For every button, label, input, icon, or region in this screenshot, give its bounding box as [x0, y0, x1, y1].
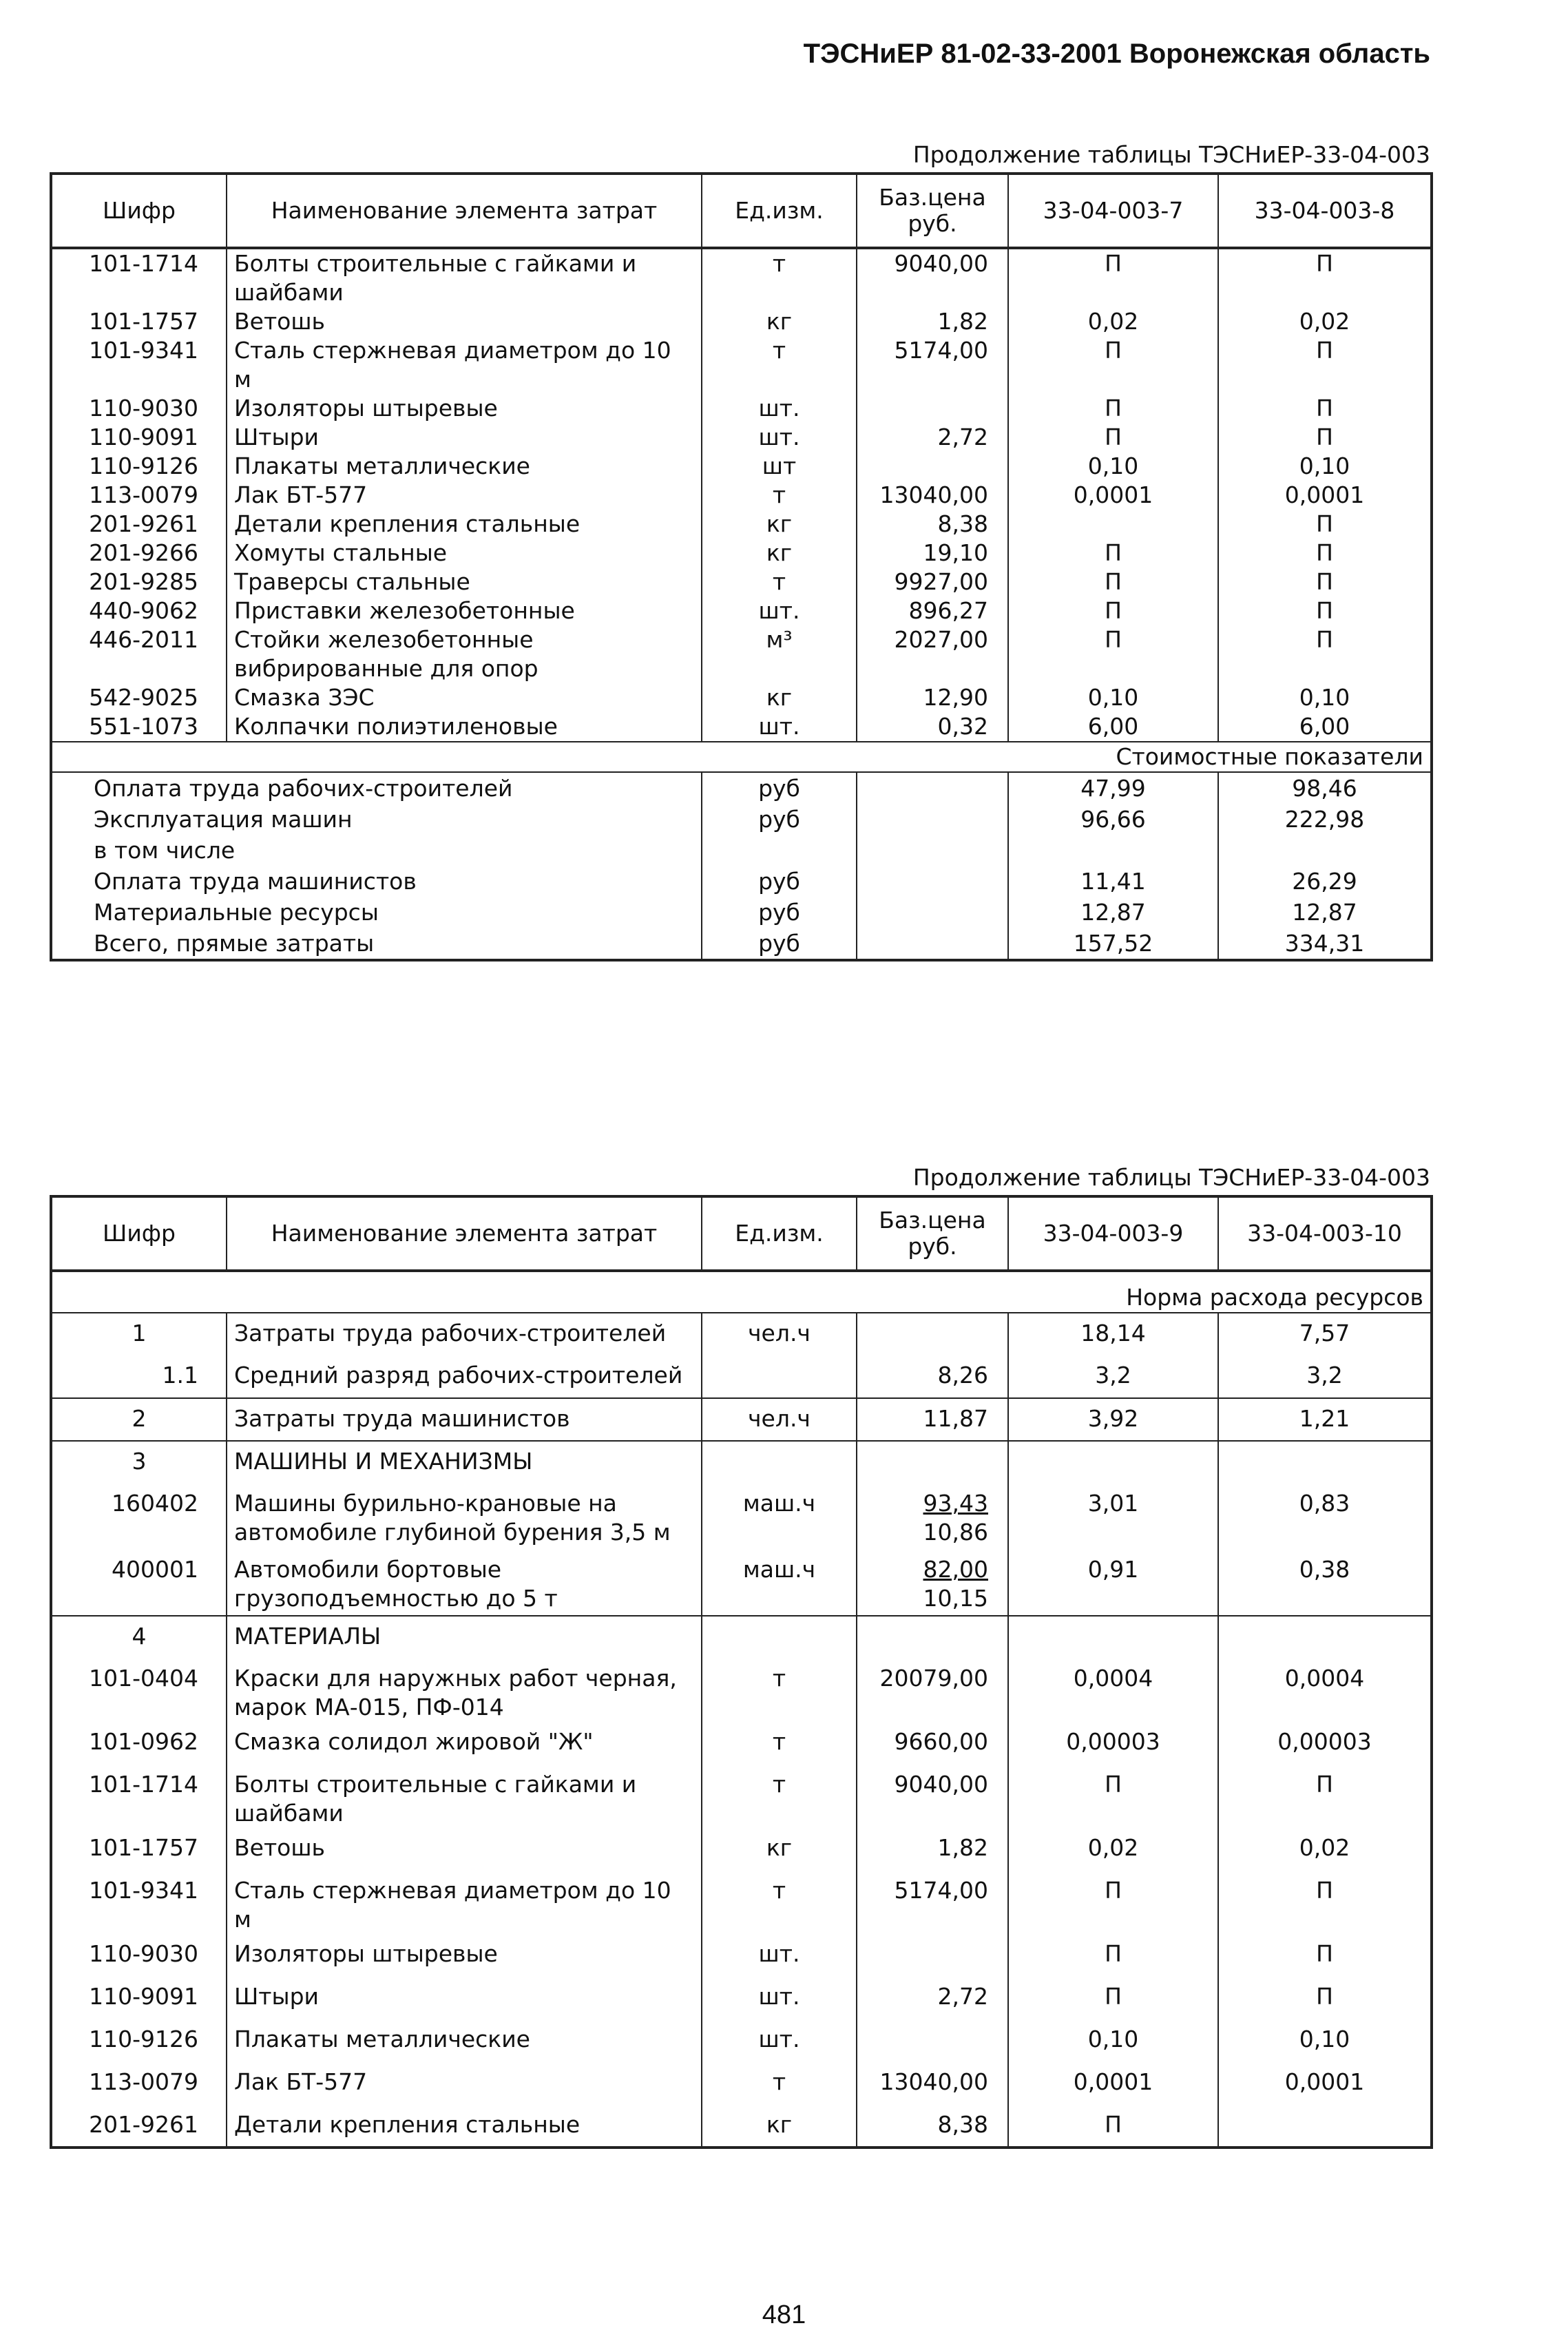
table-row	[51, 394, 1432, 423]
row-name: Штыри	[227, 1977, 702, 2019]
row-value-a: П	[1008, 596, 1218, 625]
row-name: Смазка солидол жировой "Ж"	[227, 1722, 702, 1765]
row-name: Автомобили бортовые грузоподъемностью до 5 т	[227, 1550, 702, 1616]
table-2-header-row	[51, 1196, 1432, 1271]
row-name: Сталь стержневая диаметром до 10 м	[227, 1871, 702, 1934]
row-unit: чел.ч	[702, 1313, 857, 1355]
table-row	[51, 1484, 1432, 1550]
row-value-a: П	[1008, 248, 1218, 307]
table-1-header-row	[51, 174, 1432, 248]
row-value-b: П	[1218, 539, 1432, 568]
row-unit: м³	[702, 625, 857, 683]
row-code: 1	[51, 1313, 227, 1355]
table-2-caption: Продолжение таблицы ТЭСНиЕР-33-04-003	[912, 1164, 1430, 1191]
row-code: 101-1757	[51, 1828, 227, 1871]
row-code: 2	[51, 1398, 227, 1441]
row-unit	[702, 1616, 857, 1659]
row-price	[857, 1550, 1008, 1616]
row-unit: т	[702, 336, 857, 394]
row-value-b: 0,02	[1218, 307, 1432, 336]
row-price: 9040,00	[857, 248, 1008, 307]
row-value-a: 0,0001	[1008, 481, 1218, 510]
table-row	[51, 1313, 1432, 1355]
row-value-b: П	[1218, 1765, 1432, 1828]
row-value-a: П	[1008, 568, 1218, 596]
row-value-b: 0,83	[1218, 1484, 1432, 1550]
row-value-b	[1218, 1441, 1432, 1484]
row-unit: шт.	[702, 712, 857, 742]
table-row	[51, 336, 1432, 394]
row-code: 101-0962	[51, 1722, 227, 1765]
row-price: 5174,00	[857, 336, 1008, 394]
row-code: 440-9062	[51, 596, 227, 625]
row-value-b: П	[1218, 248, 1432, 307]
summary-value-a: 157,52	[1008, 928, 1218, 960]
row-value-b: П	[1218, 423, 1432, 452]
row-code: 110-9091	[51, 1977, 227, 2019]
summary-value-a: 11,41	[1008, 866, 1218, 897]
row-unit: кг	[702, 307, 857, 336]
row-code: 101-1714	[51, 248, 227, 307]
summary-unit: руб	[702, 804, 857, 835]
row-value-b: 6,00	[1218, 712, 1432, 742]
row-code: 201-9261	[51, 2105, 227, 2148]
row-price	[857, 1484, 1008, 1550]
row-value-b: 3,2	[1218, 1355, 1432, 1398]
row-value-b: 0,02	[1218, 1828, 1432, 1871]
row-unit: шт.	[702, 394, 857, 423]
row-value-b: 0,10	[1218, 2019, 1432, 2062]
col-header-price: Баз.цена руб.	[857, 1196, 1008, 1271]
row-value-b: 0,10	[1218, 683, 1432, 712]
summary-price	[857, 866, 1008, 897]
table-row	[51, 539, 1432, 568]
row-code: 113-0079	[51, 481, 227, 510]
table-2-body	[51, 1271, 1432, 2148]
summary-value-b	[1218, 835, 1432, 866]
band-spacer	[51, 1271, 1008, 1313]
table-1-body	[51, 248, 1432, 960]
summary-name: Оплата труда машинистов	[51, 866, 702, 897]
row-name: Ветошь	[227, 307, 702, 336]
row-price: 9040,00	[857, 1765, 1008, 1828]
row-unit: шт.	[702, 423, 857, 452]
row-price	[857, 1313, 1008, 1355]
summary-price	[857, 772, 1008, 804]
summary-price	[857, 804, 1008, 835]
row-value-a: 3,01	[1008, 1484, 1218, 1550]
table-row	[51, 2019, 1432, 2062]
row-code: 101-0404	[51, 1659, 227, 1722]
col-header-b: 33-04-003-8	[1218, 174, 1432, 248]
summary-unit: руб	[702, 866, 857, 897]
col-header-a: 33-04-003-7	[1008, 174, 1218, 248]
summary-name: Оплата труда рабочих-строителей	[51, 772, 702, 804]
summary-value-a	[1008, 835, 1218, 866]
row-value-b: П	[1218, 1934, 1432, 1977]
row-name: Лак БТ-577	[227, 481, 702, 510]
row-value-a: П	[1008, 423, 1218, 452]
row-unit: т	[702, 481, 857, 510]
col-header-price: Баз.цена руб.	[857, 174, 1008, 248]
summary-row	[51, 835, 1432, 866]
band-label: Стоимостные показатели	[1008, 742, 1432, 772]
row-value-b: П	[1218, 394, 1432, 423]
summary-value-a: 47,99	[1008, 772, 1218, 804]
summary-value-a: 96,66	[1008, 804, 1218, 835]
summary-value-b: 334,31	[1218, 928, 1432, 960]
row-unit: кг	[702, 510, 857, 539]
row-value-b: 0,0004	[1218, 1659, 1432, 1722]
row-name: МАТЕРИАЛЫ	[227, 1616, 702, 1659]
row-name: Затраты труда машинистов	[227, 1398, 702, 1441]
col-header-name: Наименование элемента затрат	[227, 1196, 702, 1271]
row-value-a: 18,14	[1008, 1313, 1218, 1355]
row-value-a: 0,10	[1008, 683, 1218, 712]
table-row	[51, 452, 1432, 481]
row-code: 110-9030	[51, 1934, 227, 1977]
row-code: 3	[51, 1441, 227, 1484]
resource-norm-band	[51, 1271, 1432, 1313]
summary-unit	[702, 835, 857, 866]
row-name: Затраты труда рабочих-строителей	[227, 1313, 702, 1355]
row-value-b: П	[1218, 568, 1432, 596]
summary-row	[51, 772, 1432, 804]
row-name: Стойки железобетонные вибрированные для опор	[227, 625, 702, 683]
row-unit: т	[702, 1871, 857, 1934]
row-code: 110-9126	[51, 2019, 227, 2062]
table-row	[51, 1934, 1432, 1977]
row-price: 11,87	[857, 1398, 1008, 1441]
row-price: 9927,00	[857, 568, 1008, 596]
row-code: 201-9285	[51, 568, 227, 596]
resource-table-2	[50, 1195, 1433, 2149]
row-value-a: 0,10	[1008, 2019, 1218, 2062]
table-row	[51, 307, 1432, 336]
row-name: Траверсы стальные	[227, 568, 702, 596]
row-unit: шт.	[702, 2019, 857, 2062]
row-name: Детали крепления стальные	[227, 510, 702, 539]
row-price: 896,27	[857, 596, 1008, 625]
row-price	[857, 2019, 1008, 2062]
row-price: 8,26	[857, 1355, 1008, 1398]
table-row	[51, 1722, 1432, 1765]
row-value-a	[1008, 1616, 1218, 1659]
row-name: Изоляторы штыревые	[227, 1934, 702, 1977]
table-1-caption: Продолжение таблицы ТЭСНиЕР-33-04-003	[912, 141, 1430, 168]
summary-name: в том числе	[51, 835, 702, 866]
summary-row	[51, 897, 1432, 928]
row-value-b: П	[1218, 1977, 1432, 2019]
row-code: 110-9091	[51, 423, 227, 452]
row-value-b	[1218, 2105, 1432, 2148]
row-code: 101-9341	[51, 1871, 227, 1934]
row-price-secondary: 10,86	[923, 1519, 988, 1546]
row-price: 8,38	[857, 510, 1008, 539]
row-price: 1,82	[857, 307, 1008, 336]
band-label: Норма расхода ресурсов	[1008, 1271, 1432, 1313]
row-value-b: П	[1218, 1871, 1432, 1934]
row-name: Штыри	[227, 423, 702, 452]
row-name: Изоляторы штыревые	[227, 394, 702, 423]
table-row	[51, 625, 1432, 683]
document-header: ТЭСНиЕР 81-02-33-2001 Воронежская область	[803, 39, 1430, 69]
row-value-a: 0,0004	[1008, 1659, 1218, 1722]
row-code: 4	[51, 1616, 227, 1659]
table-row	[51, 248, 1432, 307]
row-value-a: П	[1008, 1934, 1218, 1977]
row-value-a: П	[1008, 539, 1218, 568]
table-row	[51, 1765, 1432, 1828]
table-row	[51, 1871, 1432, 1934]
summary-unit: руб	[702, 772, 857, 804]
row-value-a: 3,2	[1008, 1355, 1218, 1398]
row-price	[857, 394, 1008, 423]
row-name: Детали крепления стальные	[227, 2105, 702, 2148]
row-name: Краски для наружных работ черная, марок МА-015, ПФ-014	[227, 1659, 702, 1722]
row-unit: кг	[702, 1828, 857, 1871]
summary-price	[857, 928, 1008, 960]
row-unit: маш.ч	[702, 1484, 857, 1550]
col-header-b: 33-04-003-10	[1218, 1196, 1432, 1271]
row-code: 201-9266	[51, 539, 227, 568]
row-value-b	[1218, 1616, 1432, 1659]
row-value-a: П	[1008, 2105, 1218, 2148]
row-unit	[702, 1355, 857, 1398]
row-value-a: П	[1008, 625, 1218, 683]
table-row	[51, 423, 1432, 452]
table-row	[51, 2062, 1432, 2105]
table-row	[51, 1355, 1432, 1398]
row-name: Смазка ЗЭС	[227, 683, 702, 712]
summary-value-b: 222,98	[1218, 804, 1432, 835]
row-price	[857, 1934, 1008, 1977]
summary-name: Эксплуатация машин	[51, 804, 702, 835]
table-row	[51, 481, 1432, 510]
table-row	[51, 712, 1432, 742]
row-price-primary: 93,43	[923, 1490, 988, 1517]
row-value-b: 0,10	[1218, 452, 1432, 481]
row-price	[857, 1441, 1008, 1484]
row-code: 551-1073	[51, 712, 227, 742]
row-value-a: П	[1008, 336, 1218, 394]
col-header-unit: Ед.изм.	[702, 1196, 857, 1271]
row-price: 12,90	[857, 683, 1008, 712]
row-unit: т	[702, 248, 857, 307]
row-value-a: П	[1008, 394, 1218, 423]
row-name: Болты строительные с гайками и шайбами	[227, 1765, 702, 1828]
page-number: 481	[762, 2300, 806, 2329]
table-row	[51, 1616, 1432, 1659]
row-unit: т	[702, 2062, 857, 2105]
row-price: 2027,00	[857, 625, 1008, 683]
row-name: Приставки железобетонные	[227, 596, 702, 625]
summary-row	[51, 804, 1432, 835]
row-unit: кг	[702, 683, 857, 712]
row-name: Болты строительные с гайками и шайбами	[227, 248, 702, 307]
col-header-a: 33-04-003-9	[1008, 1196, 1218, 1271]
table-row	[51, 1398, 1432, 1441]
row-name: Сталь стержневая диаметром до 10 м	[227, 336, 702, 394]
row-name: Плакаты металлические	[227, 2019, 702, 2062]
row-price	[857, 1616, 1008, 1659]
summary-price	[857, 835, 1008, 866]
summary-value-b: 26,29	[1218, 866, 1432, 897]
row-code: 101-9341	[51, 336, 227, 394]
row-name: МАШИНЫ И МЕХАНИЗМЫ	[227, 1441, 702, 1484]
table-row	[51, 1828, 1432, 1871]
row-unit: кг	[702, 2105, 857, 2148]
table-row	[51, 596, 1432, 625]
row-value-a: П	[1008, 1765, 1218, 1828]
row-code: 400001	[51, 1550, 227, 1616]
row-unit: шт.	[702, 1977, 857, 2019]
row-value-a	[1008, 510, 1218, 539]
row-code: 446-2011	[51, 625, 227, 683]
row-value-b: 0,0001	[1218, 481, 1432, 510]
row-value-a: 0,91	[1008, 1550, 1218, 1616]
row-unit: шт.	[702, 1934, 857, 1977]
row-unit: маш.ч	[702, 1550, 857, 1616]
row-price: 9660,00	[857, 1722, 1008, 1765]
col-header-name: Наименование элемента затрат	[227, 174, 702, 248]
summary-unit: руб	[702, 897, 857, 928]
row-code: 201-9261	[51, 510, 227, 539]
col-header-code: Шифр	[51, 1196, 227, 1271]
summary-name: Всего, прямые затраты	[51, 928, 702, 960]
table-row	[51, 1977, 1432, 2019]
summary-row	[51, 928, 1432, 960]
row-price: 1,82	[857, 1828, 1008, 1871]
row-unit: т	[702, 1659, 857, 1722]
row-name: Лак БТ-577	[227, 2062, 702, 2105]
row-value-a: 0,02	[1008, 307, 1218, 336]
summary-price	[857, 897, 1008, 928]
row-value-a: П	[1008, 1871, 1218, 1934]
row-unit: т	[702, 1765, 857, 1828]
row-value-b: П	[1218, 596, 1432, 625]
row-value-b: 0,0001	[1218, 2062, 1432, 2105]
row-value-a: П	[1008, 1977, 1218, 2019]
row-unit: т	[702, 1722, 857, 1765]
summary-unit: руб	[702, 928, 857, 960]
row-unit: т	[702, 568, 857, 596]
row-code: 113-0079	[51, 2062, 227, 2105]
row-price-secondary: 10,15	[923, 1585, 988, 1612]
row-value-b: 0,00003	[1218, 1722, 1432, 1765]
row-unit: шт.	[702, 596, 857, 625]
row-price: 0,32	[857, 712, 1008, 742]
row-code: 1.1	[51, 1355, 227, 1398]
row-price: 13040,00	[857, 481, 1008, 510]
summary-name: Материальные ресурсы	[51, 897, 702, 928]
col-header-unit: Ед.изм.	[702, 174, 857, 248]
row-code: 110-9126	[51, 452, 227, 481]
row-code: 101-1757	[51, 307, 227, 336]
table-row	[51, 1550, 1432, 1616]
cost-indicators-band	[51, 742, 1432, 772]
row-price: 5174,00	[857, 1871, 1008, 1934]
row-unit	[702, 1441, 857, 1484]
row-price: 2,72	[857, 1977, 1008, 2019]
row-name: Плакаты металлические	[227, 452, 702, 481]
row-price: 8,38	[857, 2105, 1008, 2148]
table-row	[51, 2105, 1432, 2148]
row-value-b: П	[1218, 510, 1432, 539]
row-value-a: 3,92	[1008, 1398, 1218, 1441]
row-value-b: П	[1218, 625, 1432, 683]
table-row	[51, 683, 1432, 712]
row-unit: шт	[702, 452, 857, 481]
table-row	[51, 1441, 1432, 1484]
row-code: 110-9030	[51, 394, 227, 423]
row-code: 542-9025	[51, 683, 227, 712]
row-value-a: 0,10	[1008, 452, 1218, 481]
summary-row	[51, 866, 1432, 897]
row-value-a	[1008, 1441, 1218, 1484]
row-value-b: П	[1218, 336, 1432, 394]
row-value-a: 6,00	[1008, 712, 1218, 742]
row-code: 160402	[51, 1484, 227, 1550]
row-value-b: 1,21	[1218, 1398, 1432, 1441]
row-name: Колпачки полиэтиленовые	[227, 712, 702, 742]
row-value-b: 7,57	[1218, 1313, 1432, 1355]
band-spacer	[51, 742, 1008, 772]
row-price: 20079,00	[857, 1659, 1008, 1722]
summary-value-a: 12,87	[1008, 897, 1218, 928]
row-name: Ветошь	[227, 1828, 702, 1871]
row-code: 101-1714	[51, 1765, 227, 1828]
row-name: Хомуты стальные	[227, 539, 702, 568]
table-row	[51, 510, 1432, 539]
row-value-a: 0,02	[1008, 1828, 1218, 1871]
summary-value-b: 98,46	[1218, 772, 1432, 804]
row-price: 13040,00	[857, 2062, 1008, 2105]
row-value-a: 0,0001	[1008, 2062, 1218, 2105]
row-value-a: 0,00003	[1008, 1722, 1218, 1765]
table-row	[51, 1659, 1432, 1722]
row-name: Средний разряд рабочих-строителей	[227, 1355, 702, 1398]
summary-value-b: 12,87	[1218, 897, 1432, 928]
resource-table-1	[50, 172, 1433, 961]
row-unit: кг	[702, 539, 857, 568]
col-header-code: Шифр	[51, 174, 227, 248]
row-unit: чел.ч	[702, 1398, 857, 1441]
row-price-primary: 82,00	[923, 1556, 988, 1583]
row-name: Машины бурильно-крановые на автомобиле глубиной бурения 3,5 м	[227, 1484, 702, 1550]
row-price: 2,72	[857, 423, 1008, 452]
row-price: 19,10	[857, 539, 1008, 568]
table-row	[51, 568, 1432, 596]
row-price	[857, 452, 1008, 481]
row-value-b: 0,38	[1218, 1550, 1432, 1616]
